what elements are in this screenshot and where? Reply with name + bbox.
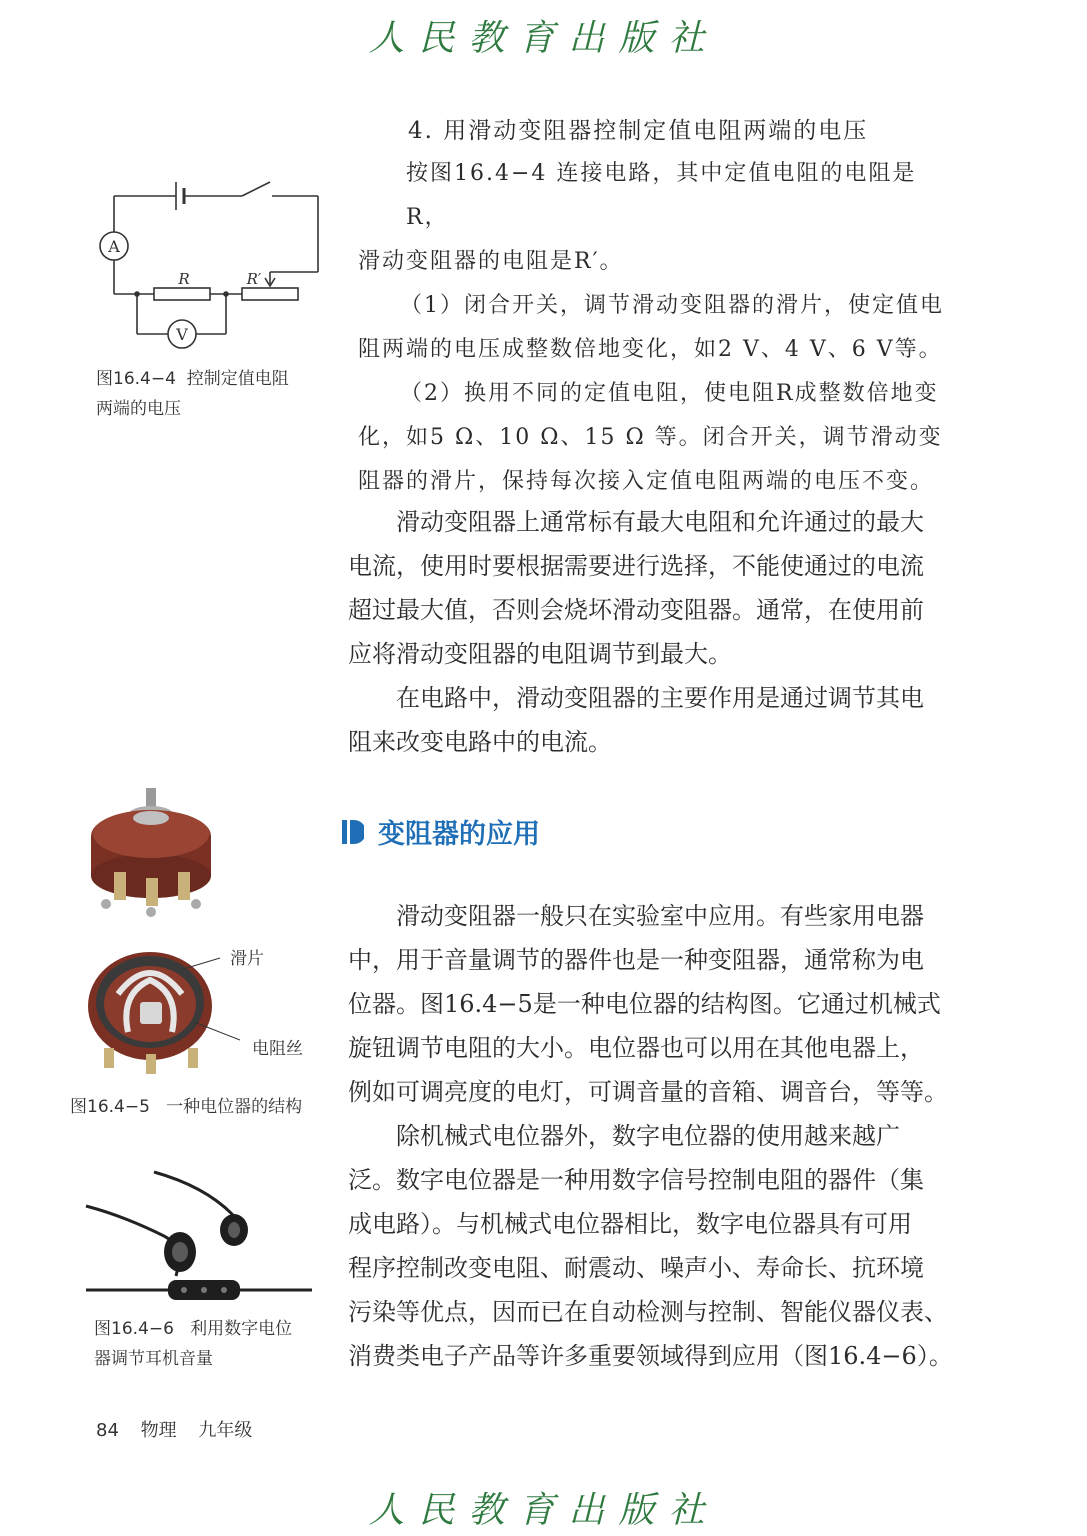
figure-caption-text: 利用数字电位 (190, 1319, 293, 1339)
body-text-2 (348, 894, 953, 1378)
figure-caption-16-4-4 (96, 364, 289, 424)
paragraph-line: 在电路中，滑动变阻器的主要作用是通过调节其电 (396, 684, 924, 712)
activity-line: 按图16.4−4 连接电路，其中定值电阻的电阻是R， (406, 161, 917, 230)
paragraph-line: 滑动变阻器上通常标有最大电阻和允许通过的最大 (396, 508, 924, 536)
figure-caption-text: 两端的电压 (96, 399, 181, 419)
paragraph-line: 位器。图16.4−5是一种电位器的结构图。它通过机械式 (348, 990, 941, 1018)
paragraph-line: 程序控制改变电阻、耐震动、噪声小、寿命长、抗环境 (348, 1254, 924, 1282)
activity-line: （1）闭合开关，调节滑动变阻器的滑片，使定值电 (400, 293, 944, 318)
paragraph-line: 消费类电子产品等许多重要领域得到应用（图16.4−6）。 (348, 1342, 953, 1370)
figure-caption-text: 一种电位器的结构 (166, 1097, 303, 1117)
figure-caption-text: 控制定值电阻 (186, 369, 289, 389)
activity-line: 阻器的滑片，保持每次接入定值电阻两端的电压不变。 (358, 469, 935, 494)
section-heading (342, 812, 540, 851)
paragraph-line: 泛。数字电位器是一种用数字信号控制电阻的器件（集 (348, 1166, 924, 1194)
paragraph-line: 中，用于音量调节的器件也是一种变阻器，通常称为电 (348, 946, 924, 974)
callout-wire-label: 电阻丝 (252, 1039, 303, 1059)
section-marker-icon (342, 819, 364, 845)
section-title: 变阻器的应用 (378, 819, 540, 850)
page-footer (96, 1416, 268, 1442)
publisher-logo-top: 人民教育出版社 (368, 18, 719, 59)
voltmeter-symbol: V (176, 325, 188, 344)
figure-caption-text: 器调节耳机音量 (94, 1349, 213, 1369)
activity-title: 4. 用滑动变阻器控制定值电阻两端的电压 (408, 118, 869, 144)
subject-label: 物理 (140, 1420, 177, 1441)
paragraph-line: 超过最大值，否则会烧坏滑动变阻器。通常，在使用前 (348, 596, 924, 624)
paragraph-line: 例如可调亮度的电灯，可调音量的音箱、调音台，等等。 (348, 1078, 948, 1106)
potentiometer-photo (86, 788, 216, 918)
paragraph-line: 旋钮调节电阻的大小。电位器也可以用在其他电器上， (348, 1034, 924, 1062)
figure-label: 图16.4−6 (94, 1319, 174, 1339)
paragraph-line: 除机械式电位器外，数字电位器的使用越来越广 (396, 1122, 900, 1150)
resistor-label: R (178, 270, 190, 288)
publisher-logo-bottom: 人民教育出版社 (368, 1490, 719, 1531)
paragraph-line: 滑动变阻器一般只在实验室中应用。有些家用电器 (396, 902, 924, 930)
figure-caption-16-4-5 (70, 1092, 302, 1122)
paragraph-line: 成电路）。与机械式电位器相比，数字电位器具有可用 (348, 1210, 912, 1238)
ammeter-symbol: A (108, 237, 120, 256)
circuit-diagram (92, 170, 332, 360)
activity-body (358, 152, 958, 504)
paragraph-line: 应将滑动变阻器的电阻调节到最大。 (348, 640, 732, 668)
activity-line: 阻两端的电压成整数倍地变化，如2 V、4 V、6 V等。 (358, 337, 943, 362)
paragraph-line: 阻来改变电路中的电流。 (348, 728, 612, 756)
paragraph-line: 污染等优点，因而已在自动检测与控制、智能仪器仪表、 (348, 1298, 948, 1326)
body-text-1 (348, 500, 948, 764)
figure-label: 图16.4−5 (70, 1097, 150, 1117)
paragraph-line: 电流，使用时要根据需要进行选择，不能使通过的电流 (348, 552, 924, 580)
activity-line: 滑动变阻器的电阻是R′。 (358, 249, 624, 274)
activity-line: （2）换用不同的定值电阻，使电阻R成整数倍地变 (400, 381, 939, 406)
figure-label: 图16.4−4 (96, 369, 176, 389)
figure-caption-16-4-6 (94, 1314, 292, 1374)
page-number: 84 (96, 1420, 119, 1441)
callout-slider-label: 滑片 (230, 949, 264, 969)
earphone-photo (84, 1166, 314, 1306)
rheostat-label: R′ (246, 270, 262, 288)
activity-line: 化，如5 Ω、10 Ω、15 Ω 等。闭合开关，调节滑动变 (358, 425, 943, 450)
grade-label: 九年级 (198, 1420, 253, 1441)
